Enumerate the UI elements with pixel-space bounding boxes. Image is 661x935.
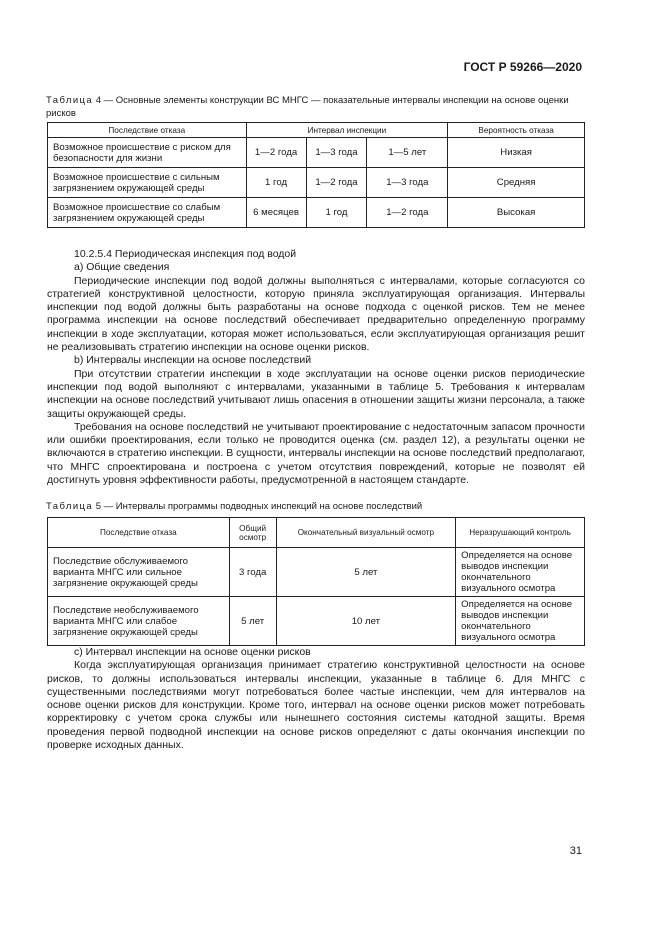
table5-cell: 5 лет (276, 548, 456, 597)
table4-cell: Низкая (448, 138, 585, 168)
paragraph: При отсутствии стратегии инспекции в ходе эксплуатации на основе оценки рисков периодические инспекции под водой выполняют с интервалами, указанными в таблице 5. Требования к интервалам инспекции на основе последствий учитывают лишь опасения в отношении защиты жизни персонала, а также защиты окружающей среды. (47, 367, 585, 420)
table4-cell: 1—3 года (306, 138, 367, 168)
body-text-2 (47, 646, 585, 752)
table-row (48, 548, 585, 597)
table-row (48, 138, 585, 168)
paragraph: Требования на основе последствий не учитывают проектирование с недостаточным запасом прочности или ошибки проектирования, если только не проводится оценка (см. раздел 12), а результаты оценки не включаются в стратегию инспекции. В сущности, интервалы инспекции на основе последствий предполагают, что МНГС спроектирована и построена с учетом отсутствия повреждений, которые не позволят ей достигнуть уровня эффективности работы, предусмотренной в настоящем стандарте. (47, 420, 585, 487)
subsection-c-title: c) Интервал инспекции на основе оценки рисков (74, 646, 311, 658)
table5-cell: Последствие обслуживаемого варианта МНГС или сильное загрязнение окружающей среды (48, 548, 230, 597)
table4-header-consequence: Последствие отказа (48, 123, 247, 138)
page-number: 31 (569, 845, 582, 857)
table5-cell: 10 лет (276, 597, 456, 646)
table5 (47, 517, 585, 646)
table5-caption: Таблица 5 — Интервалы программы подводных инспекций на основе последствий (46, 501, 423, 512)
table-row (48, 168, 585, 198)
section-heading: 10.2.5.4 Периодическая инспекция под водой (74, 248, 297, 260)
table4-cell: 1 год (306, 198, 367, 228)
table5-cell: 3 года (229, 548, 276, 597)
table5-cell: Определяется на основе выводов инспекции окончательного визуального осмотра (456, 597, 585, 646)
table4-cell: 6 месяцев (246, 198, 306, 228)
table4-cell: 1—2 года (246, 138, 306, 168)
table4-caption: Таблица 4 — Основные элементы конструкции ВС МНГС — показательные интервалы инспекции на основе оценки рисков (46, 95, 569, 119)
table4-header-interval: Интервал инспекции (246, 123, 448, 138)
table4-cell: 1 год (246, 168, 306, 198)
table4-cell: Средняя (448, 168, 585, 198)
table5-cell: Последствие необслуживаемого варианта МНГС или слабое загрязнение окружающей среды (48, 597, 230, 646)
table4 (47, 122, 585, 228)
table4-cell: Возможное происшествие с сильным загрязнением окружающей среды (48, 168, 247, 198)
table5-cell: 5 лет (229, 597, 276, 646)
table5-header-general: Общий осмотр (229, 518, 276, 548)
table4-cell: Возможное происшествие с риском для безопасности для жизни (48, 138, 247, 168)
subsection-a-title: а) Общие сведения (74, 261, 170, 274)
table-row (48, 198, 585, 228)
table5-header-visual: Окончательный визуальный осмотр (276, 518, 456, 548)
table4-cell: 1—5 лет (367, 138, 448, 168)
subsection-b-title: b) Интервалы инспекции на основе последствий (74, 354, 312, 367)
table5-header-consequence: Последствие отказа (48, 518, 230, 548)
paragraph: Когда эксплуатирующая организация принимает стратегию конструктивной целостности на основе рисков, то должны использоваться интервалы инспекции, указанные в таблице 6. Для МНГС с существенными последствиями могут потребоваться более частые инспекции, чем для интервалов на основе оценки рисков для конструкции. Кроме того, интервал на основе оценки рисков может потребовать корректировку с учетом срока службы или нынешнего состояния системы катодной защиты. Время проведения первой подводной инспекции на основе рисков определяют с даты окончания инспекции по проверке исходных данных. (47, 659, 585, 752)
table4-cell: 1—3 года (367, 168, 448, 198)
table4-cell: Высокая (448, 198, 585, 228)
table5-cell: Определяется на основе выводов инспекции окончательного визуального осмотра (456, 548, 585, 597)
body-text-1 (47, 248, 585, 487)
table5-header-ndt: Неразрушающий контроль (456, 518, 585, 548)
table4-header-probability: Вероятность отказа (448, 123, 585, 138)
paragraph: Периодические инспекции под водой должны выполняться с интервалами, которые согласуются со стратегией конструктивной целостности, которую приняла эксплуатирующая организация. Интервалы инспекции под водой должны быть разработаны на основе подхода с оценкой рисков. Тем не менее программа инспекции на основе последствий обеспечивает предварительно определенную программу инспекции в ходе эксплуатации, которая может использоваться, если эксплуатирующая организация решит не реализовывать стратегию инспекции на основе оценки рисков. (47, 274, 585, 354)
table4-cell: 1—2 года (367, 198, 448, 228)
table4-cell: 1—2 года (306, 168, 367, 198)
table4-cell: Возможное происшествие со слабым загрязнением окружающей среды (48, 198, 247, 228)
standard-number: ГОСТ Р 59266—2020 (463, 60, 582, 74)
table-row (48, 597, 585, 646)
